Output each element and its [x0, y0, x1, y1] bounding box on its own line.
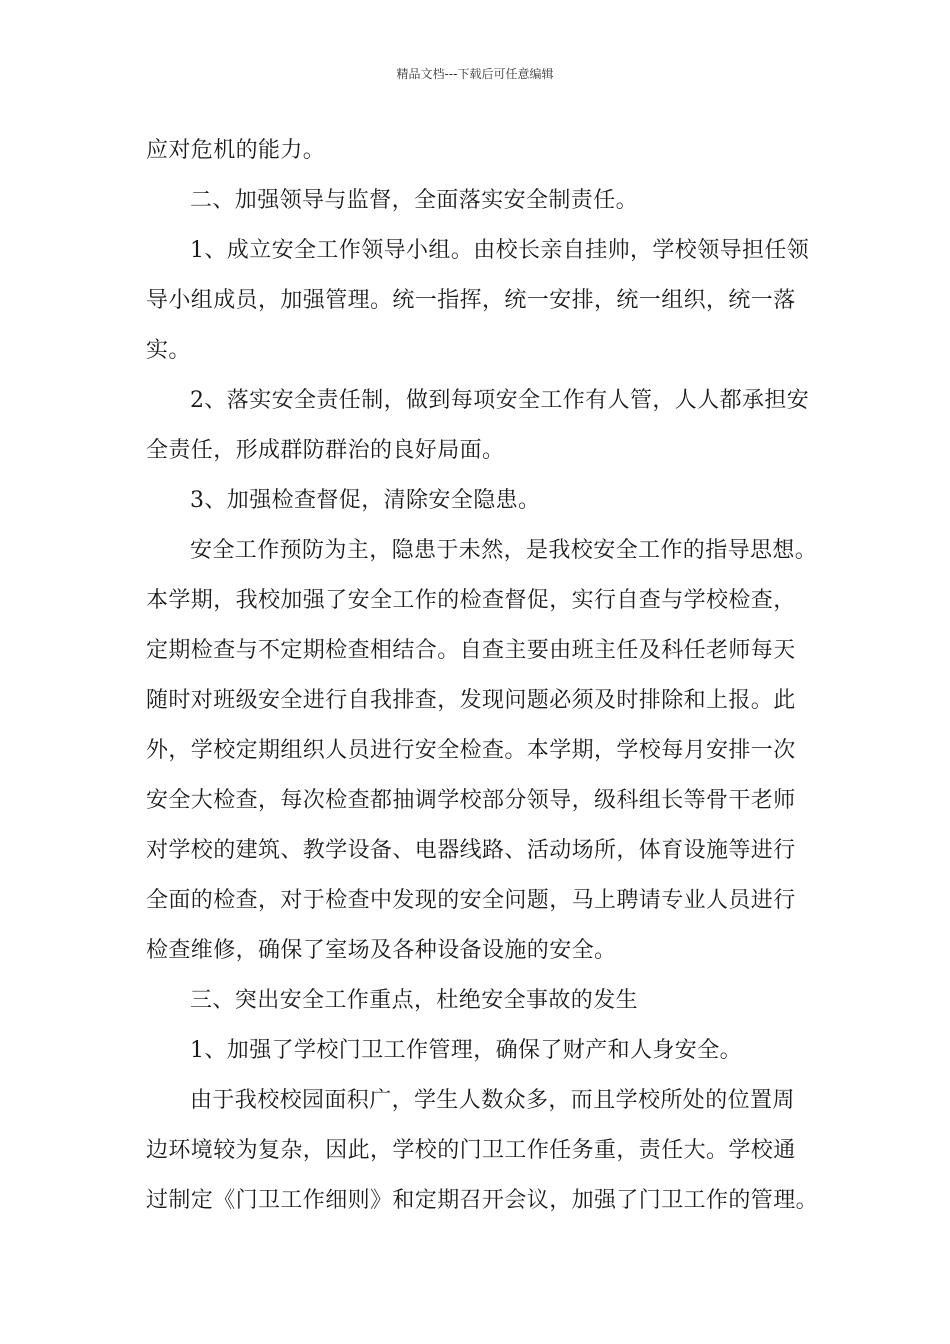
text-line: 应对危机的能力。: [146, 138, 326, 163]
text-line: 1、成立安全工作领导小组。由校长亲自挂帅，学校领导担任领: [190, 238, 810, 263]
text-line: 安全工作预防为主，隐患于未然，是我校安全工作的指导思想。: [190, 538, 818, 563]
document-body: [146, 131, 826, 1231]
text-line: 定期检查与不定期检查相结合。自查主要由班主任及科任老师每天: [146, 638, 796, 663]
text-line: 1、加强了学校门卫工作管理，确保了财产和人身安全。: [190, 1038, 742, 1063]
text-line: 3、加强检查督促，清除安全隐患。: [190, 488, 541, 513]
text-line: 安全大检查，每次检查都抽调学校部分领导，级科组长等骨干老师: [146, 788, 796, 813]
text-line: 随时对班级安全进行自我排查，发现问题必须及时排除和上报。此: [146, 688, 796, 713]
text-line: 由于我校校园面积广，学生人数众多，而且学校所处的位置周: [190, 1088, 795, 1113]
text-line: 实。: [146, 338, 191, 363]
text-line: 对学校的建筑、教学设备、电器线路、活动场所，体育设施等进行: [146, 838, 796, 863]
text-line: 外，学校定期组织人员进行安全检查。本学期，学校每月安排一次: [146, 738, 796, 763]
text-line: 检查维修，确保了室场及各种设备设施的安全。: [146, 938, 617, 963]
text-line: 导小组成员，加强管理。统一指挥，统一安排，统一组织，统一落: [146, 288, 796, 313]
text-line: 全责任，形成群防群治的良好局面。: [146, 438, 505, 463]
text-line: 全面的检查，对于检查中发现的安全问题，马上聘请专业人员进行: [146, 888, 796, 913]
text-line: 2、落实安全责任制，做到每项安全工作有人管，人人都承担安: [190, 388, 810, 413]
text-line: 二、加强领导与监督，全面落实安全制责任。: [190, 188, 639, 213]
text-line: 过制定《门卫工作细则》和定期召开会议，加强了门卫工作的管理。: [146, 1188, 819, 1213]
text-line: 三、突出安全工作重点，杜绝安全事故的发生: [190, 988, 639, 1013]
text-line: 边环境较为复杂，因此，学校的门卫工作任务重，责任大。学校通: [146, 1138, 796, 1163]
text-line: 本学期，我校加强了安全工作的检查督促，实行自查与学校检查，: [146, 588, 796, 613]
page-header: 精品文档---下载后可任意编辑: [396, 67, 554, 81]
